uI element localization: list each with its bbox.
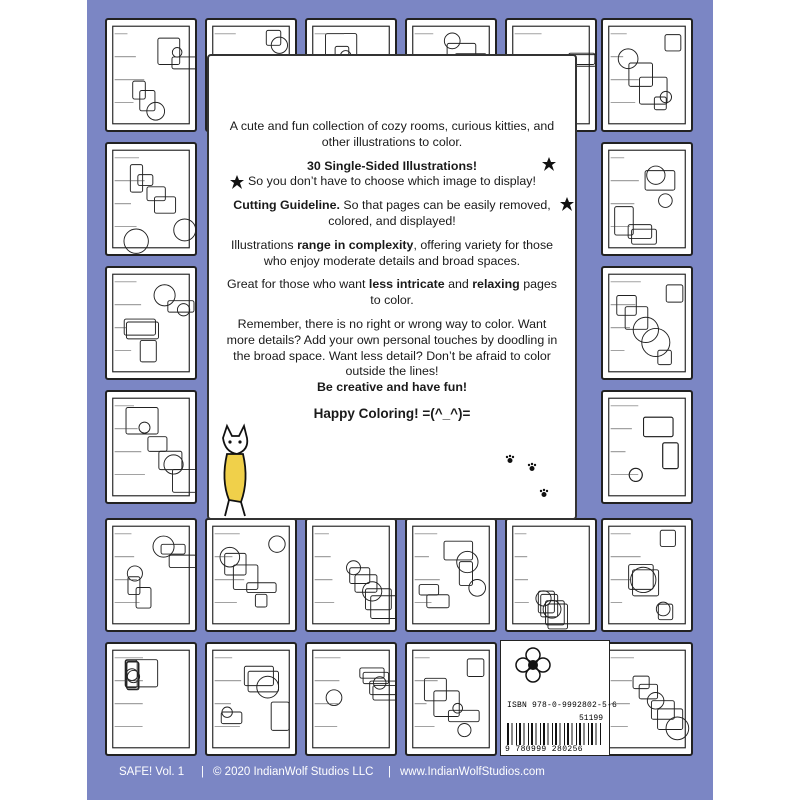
thumbnail-kitty-basket [105, 642, 197, 756]
thumbnail-illustration-icon [407, 520, 495, 630]
feature-complexity-post: , offering variety for those who enjoy moderate details and broad spaces. [263, 237, 554, 268]
thumbnail-illustration-icon [603, 520, 691, 630]
thumbnail-illustration-icon [107, 392, 195, 502]
thumbnail-illustration-icon [107, 268, 195, 378]
star-doodle-icon [229, 174, 245, 190]
thumbnail-patio [305, 518, 397, 632]
thumbnail-dining [305, 642, 397, 756]
thumbnail-illustration-icon [107, 20, 195, 130]
paw-print-icon [505, 454, 515, 464]
thumbnail-kitty-box [601, 142, 693, 256]
star-doodle-icon [559, 196, 575, 212]
footer-separator: | [201, 766, 204, 778]
intro-text: A cute and fun collection of cozy rooms, curious kitties, and other illustrations to color. [229, 119, 555, 149]
feature-relaxing-post: pages to color. [370, 277, 557, 308]
back-cover [87, 0, 713, 800]
thumbnail-room-6 [601, 18, 693, 132]
isbn-label: ISBN 978-0-9992802-5-6 [507, 701, 618, 710]
price-code: 51199 [579, 714, 604, 723]
thumbnail-bedroom-5 [205, 642, 297, 756]
feature-complexity-bold: range in complexity [297, 237, 414, 252]
thumbnail-bedroom-2 [105, 390, 197, 504]
series-label: SAFE! Vol. 1 [119, 766, 185, 778]
thumbnail-illustration-icon [603, 20, 691, 130]
footer-separator: | [388, 766, 391, 778]
feature-relaxing-mid: and [444, 277, 473, 292]
thumbnail-studio [505, 518, 597, 632]
barcode-label [500, 640, 618, 756]
copyright-text: © 2020 IndianWolf Studios LLC [213, 766, 374, 778]
thumbnail-illustration-icon [603, 144, 691, 254]
thumbnail-illustration-icon [507, 520, 595, 630]
description-panel [207, 54, 577, 520]
star-doodle-icon [541, 156, 557, 172]
thumbnail-illustration-icon [307, 520, 395, 630]
thumbnail-illustration-icon [407, 644, 495, 754]
thumbnail-illustration-icon [603, 392, 691, 502]
feature-complexity [225, 238, 559, 270]
isbn-digits: 9 780999 280256 [505, 745, 584, 754]
thumbnail-bedroom-3 [205, 518, 297, 632]
thumbnail-living-room [105, 518, 197, 632]
thumbnail-flowers [601, 642, 693, 756]
thumbnail-bathroom [601, 390, 693, 504]
closing-bold: Be creative and have fun! [316, 380, 468, 395]
thumbnail-illustration-icon [107, 144, 195, 254]
thumbnail-illustration-icon [107, 520, 195, 630]
thumbnail-kitchen [601, 266, 693, 380]
thumbnail-room-1 [105, 18, 197, 132]
thumbnail-kitty-pile [405, 518, 497, 632]
closing-text [225, 317, 559, 396]
thumbnail-illustration-icon [603, 268, 691, 378]
flower-doodle-icon [513, 645, 553, 685]
feature-relaxing-pre: Great for those who want [227, 277, 369, 292]
cat-doodle-icon [215, 420, 255, 520]
feature-relaxing-bold1: less intricate [368, 277, 445, 292]
thumbnail-illustration-icon [107, 644, 195, 754]
thumbnail-bedroom-4 [601, 518, 693, 632]
thumbnail-music-room [105, 266, 197, 380]
feature-cutting-guideline [225, 198, 559, 230]
happy-coloring: Happy Coloring! =(^_^)= [313, 405, 471, 421]
thumbnail-bedroom-6 [405, 642, 497, 756]
thumbnail-pool [105, 142, 197, 256]
feature-relaxing [225, 277, 559, 309]
feature-complexity-pre: Illustrations [230, 237, 298, 252]
feature-cutting-title: Cutting Guideline. [233, 198, 340, 213]
website-link[interactable]: www.IndianWolfStudios.com [400, 766, 545, 778]
thumbnail-illustration-icon [207, 644, 295, 754]
barcode-icon [507, 723, 605, 745]
feature-single-sided-text: So you don’t have to choose which image to display! [248, 174, 536, 189]
feature-cutting-text: So that pages can be easily removed, colored, and displayed! [328, 198, 551, 228]
feature-relaxing-bold2: relaxing [472, 277, 520, 292]
feature-single-sided-title: 30 Single-Sided Illustrations! [306, 158, 478, 173]
paw-print-icon [527, 462, 537, 472]
thumbnail-illustration-icon [603, 644, 691, 754]
thumbnail-illustration-icon [207, 520, 295, 630]
closing-body: Remember, there is no right or wrong way to color. Want more details? Add your own personal touches by doodling in the broad space. Want less detail? Don’t be afraid to color outside the lines! [226, 316, 558, 379]
feature-single-sided [225, 159, 559, 191]
thumbnail-illustration-icon [307, 644, 395, 754]
paw-print-icon [539, 488, 549, 498]
